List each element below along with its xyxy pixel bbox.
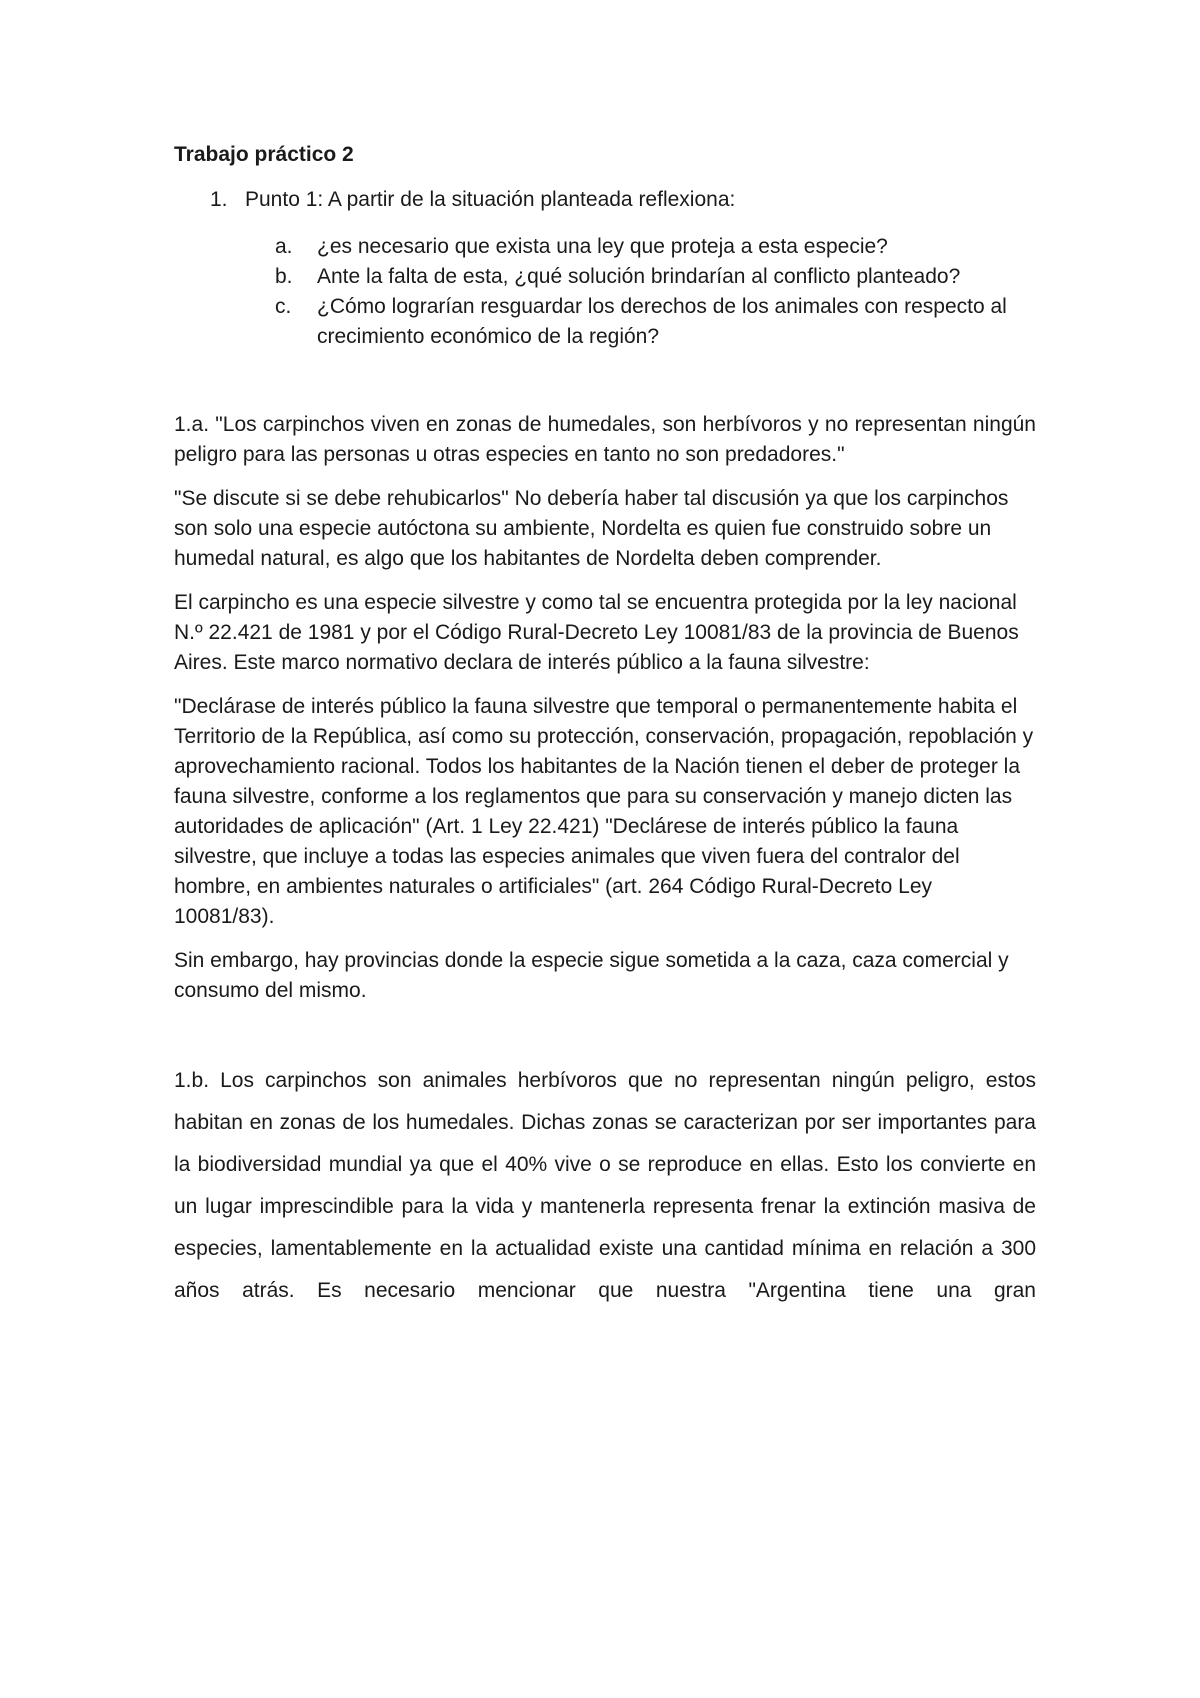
subquestion-text: Ante la falta de esta, ¿qué solución brindarían al conflicto planteado?: [317, 265, 961, 288]
subquestion-letter: a.: [275, 235, 293, 258]
subquestion-list: [245, 232, 1036, 352]
question-list: [174, 184, 1036, 352]
subquestion-text: ¿es necesario que exista una ley que proteja a esta especie?: [317, 235, 888, 258]
answer-b-paragraph: 1.b. Los carpinchos son animales herbívoros que no representan ningún peligro, estos habitan en zonas de los humedales. Dichas zonas se caracterizan por ser importantes para la biodiversidad mundial ya que el 40% vive o se reproduce en ellas. Esto los convierte en un lugar imprescindible para la vida y mantenerla representa frenar la extinción masiva de especies, lamentablemente en la actualidad existe una cantidad mínima en relación a 300 años atrás. Es necesario mencionar que nuestra "Argentina tiene una gran: [174, 1069, 1036, 1302]
document-title: Trabajo práctico 2: [174, 143, 354, 166]
subquestion-item: [245, 292, 1036, 352]
answer-a-paragraph: El carpincho es una especie silvestre y como tal se encuentra protegida por la ley nacional N.º 22.421 de 1981 y por el Código Rural-Decreto Ley 10081/83 de la provincia de Buenos Aires. Este marco normativo declara de interés público a la fauna silvestre:: [174, 591, 1019, 674]
answer-a-intro: 1.a. "Los carpinchos viven en zonas de humedales, son herbívoros y no representan ningún peligro para las personas u otras especies en tanto no son predadores.": [174, 413, 1036, 466]
answer-a-quote: "Declárase de interés público la fauna silvestre que temporal o permanentemente habita el Territorio de la República, así como su protección, conservación, propagación, repoblación y aprovechamiento racional. Todos los habitantes de la Nación tienen el deber de proteger la fauna silvestre, conforme a los reglamentos que para su conservación y manejo dicten las autoridades de aplicación" (Art. 1 Ley 22.421) "Declárese de interés público la fauna silvestre, que incluye a todas las especies animales que viven fuera del contralor del hombre, en ambientes naturales o artificiales" (art. 264 Código Rural-Decreto Ley 10081/83).: [174, 695, 1034, 928]
subquestion-letter: b.: [275, 265, 293, 288]
subquestion-item: [245, 262, 1036, 292]
answer-a-paragraph: Sin embargo, hay provincias donde la especie sigue sometida a la caza, caza comercial y consumo del mismo.: [174, 949, 1009, 1002]
answer-b-section: [174, 1060, 1036, 1312]
subquestion-text: ¿Cómo lograrían resguardar los derechos de los animales con respecto al crecimiento económico de la región?: [317, 295, 1007, 348]
answer-a-paragraph: "Se discute si se debe rehubicarlos" No debería haber tal discusión ya que los carpinchos son solo una especie autóctona su ambiente, Nordelta es quien fue construido sobre un humedal natural, es algo que los habitantes de Nordelta deben comprender.: [174, 487, 1009, 570]
answer-a-section: [174, 410, 1036, 1006]
question-number: 1.: [210, 188, 228, 211]
document-page: [174, 140, 1036, 1312]
question-text: Punto 1: A partir de la situación planteada reflexiona:: [245, 188, 736, 211]
subquestion-letter: c.: [275, 295, 292, 318]
question-item: [174, 184, 1036, 352]
subquestion-item: [245, 232, 1036, 262]
